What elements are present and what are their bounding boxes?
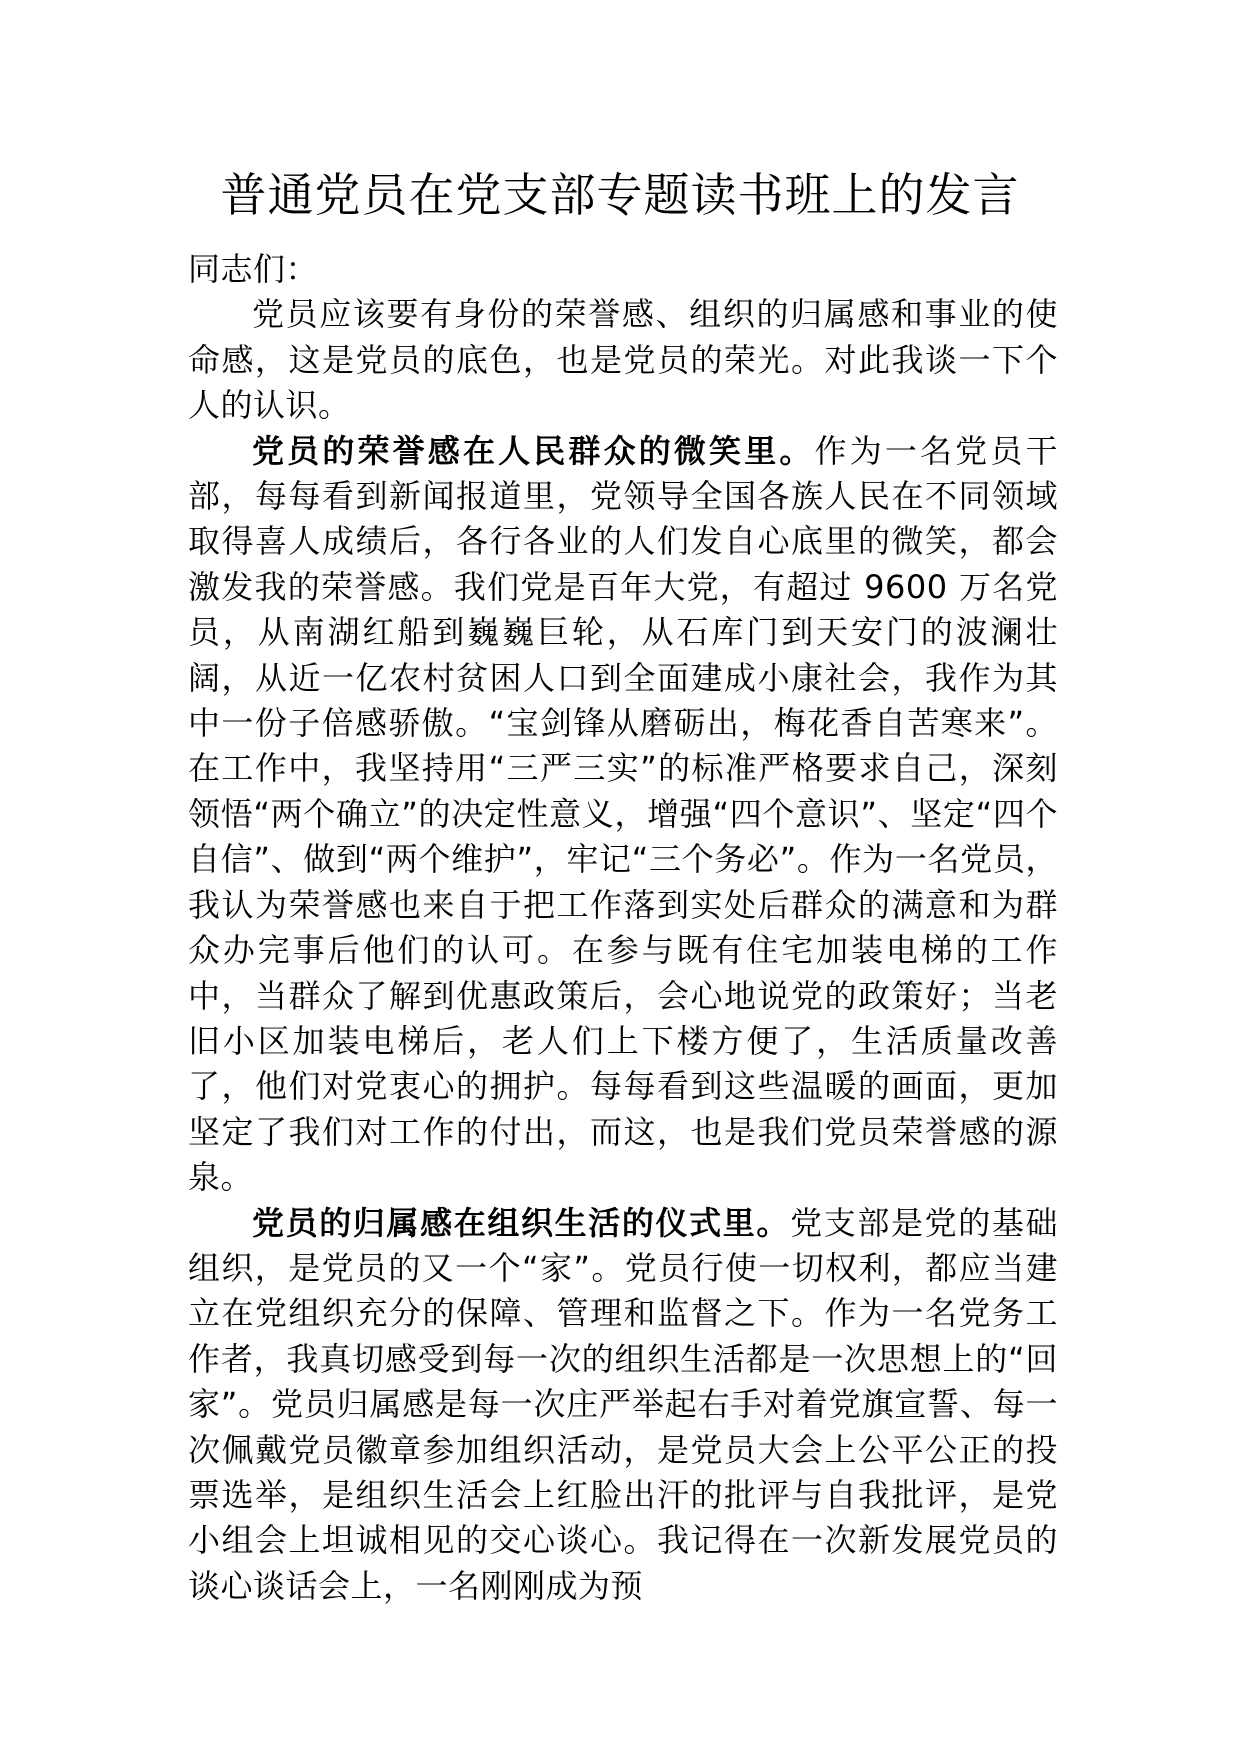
document-body xyxy=(188,247,1058,1609)
paragraph-text: 党支部是党的基础组织，是党员的又一个“家”。党员行使一切权利，都应当建立在党组织充分的保障、管理和监督之下。作为一名党务工作者，我真切感受到每一次的组织生活都是一次思想上的“回家”。党员归属感是每一次庄严举起右手对着党旗宣誓、每一次佩戴党员徽章参加组织活动，是党员大会上公平公正的投票选举，是组织生活会上红脸出汗的批评与自我批评，是党小组会上坦诚相见的交心谈心。我记得在一次新发展党员的谈心谈话会上，一名刚刚成为预 xyxy=(188,1203,1058,1605)
document-title: 普通党员在党支部专题读书班上的发言 xyxy=(220,168,1020,222)
paragraph-heading: 党员的荣誉感在人民群众的微笑里。 xyxy=(252,431,815,470)
salutation: 同志们： xyxy=(188,250,319,288)
paragraph-belonging xyxy=(188,1201,1058,1610)
paragraph-intro xyxy=(188,292,1058,428)
paragraph-honor xyxy=(188,429,1058,1201)
paragraph-text: 党员应该要有身份的荣誉感、组织的归属感和事业的使命感，这是党员的底色，也是党员的荣光。对此我谈一下个人的认识。 xyxy=(188,295,1058,425)
paragraph-text: 作为一名党员干部，每每看到新闻报道里，党领导全国各族人民在不同领域取得喜人成绩后，各行各业的人们发自心底里的微笑，都会激发我的荣誉感。我们党是百年大党，有超过 9600 万名党员，从南湖红船到巍巍巨轮，从石库门到天安门的波澜壮阔，从近一亿农村贫困人口到全面建成小康社会，我作为其中一份子倍感骄傲。“宝剑锋从磨砺出，梅花香自苦寒来”。在工作中，我坚持用“三严三实”的标准严格要求自己，深刻领悟“两个确立”的决定性意义，增强“四个意识”、坚定“四个自信”、做到“两个维护”，牢记“三个务必”。作为一名党员，我认为荣誉感也来自于把工作落到实处后群众的满意和为群众办完事后他们的认可。在参与既有住宅加装电梯的工作中，当群众了解到优惠政策后，会心地说党的政策好；当老旧小区加装电梯后，老人们上下楼方便了，生活质量改善了，他们对党衷心的拥护。每每看到这些温暖的画面，更加坚定了我们对工作的付出，而这，也是我们党员荣誉感的源泉。 xyxy=(188,431,1058,1197)
paragraph-heading: 党员的归属感在组织生活的仪式里。 xyxy=(252,1203,791,1242)
